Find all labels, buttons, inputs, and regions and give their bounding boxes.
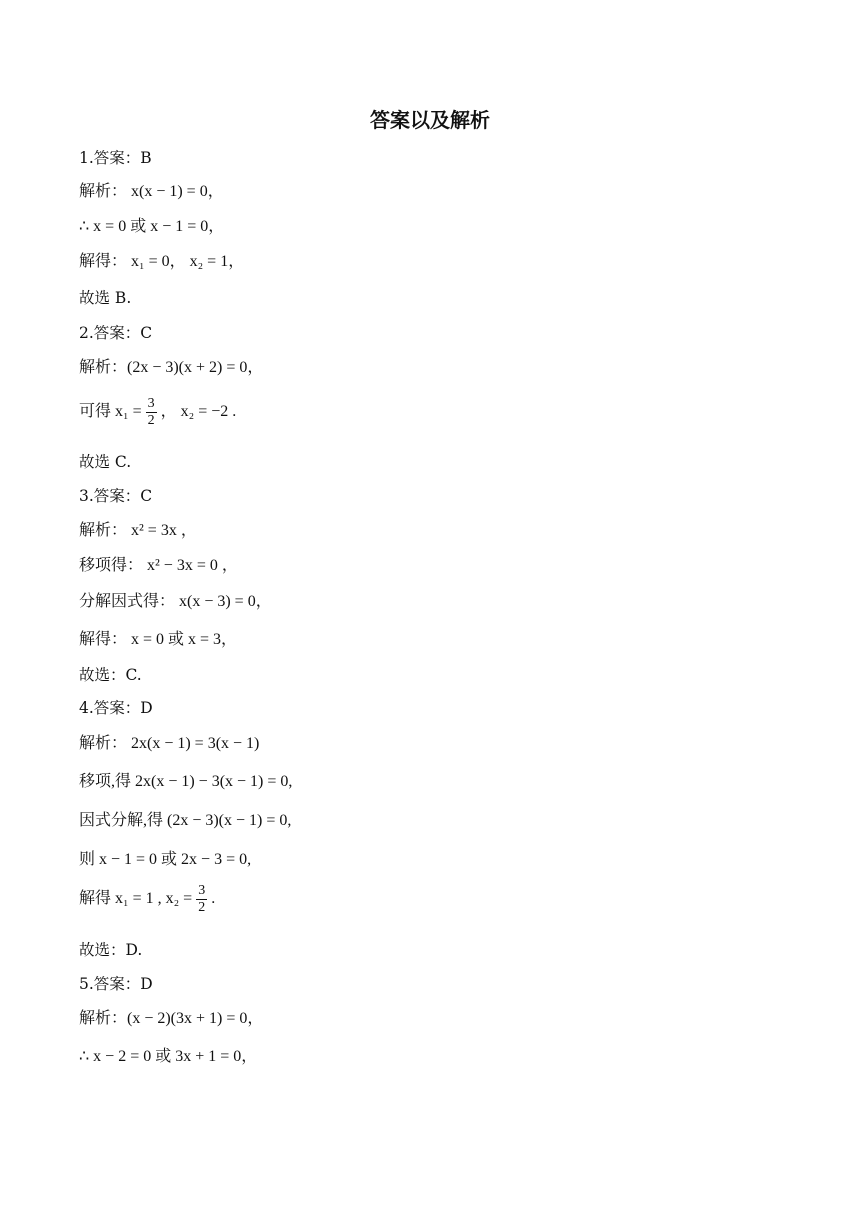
answer-4-heading: 4.答案：D	[79, 699, 153, 717]
answer-4-solution-suffix: .	[211, 890, 216, 908]
answer-3-choice: 故选：C.	[79, 666, 142, 684]
page-title: 答案以及解析	[370, 108, 490, 132]
answer-3-step-2: 分解因式得： x(x − 3) = 0，	[79, 593, 272, 610]
answer-2-solution-prefix: 可得 x₁ =	[79, 403, 142, 421]
answer-2-analysis: 解析：(2x − 3)(x + 2) = 0，	[79, 359, 264, 376]
fraction-numerator: 3	[198, 883, 206, 898]
answer-1-solution: 解得： x₁ = 0， x₂ = 1，	[79, 253, 245, 270]
answer-4-solution	[79, 883, 215, 916]
answer-4-choice: 故选：D.	[79, 941, 143, 959]
answer-2-solution-suffix: ， x₂ = −2 .	[160, 403, 237, 421]
fraction-denominator: 2	[198, 900, 206, 915]
answer-5-heading: 5.答案：D	[79, 975, 153, 993]
fraction-numerator: 3	[147, 396, 155, 411]
answer-5-analysis: 解析：(x − 2)(3x + 1) = 0，	[79, 1010, 264, 1027]
answer-1-step: ∴ x = 0 或 x − 1 = 0，	[79, 218, 225, 235]
answer-4-step-3: 则 x − 1 = 0 或 2x − 3 = 0,	[79, 851, 252, 868]
answer-1-choice: 故选 B.	[79, 289, 132, 307]
answer-1-heading: 1.答案：B	[79, 149, 152, 167]
answer-5-step: ∴ x − 2 = 0 或 3x + 1 = 0，	[79, 1048, 258, 1065]
fraction-denominator: 2	[147, 413, 155, 428]
answer-2-heading: 2.答案：C	[79, 324, 153, 342]
answer-4-step-1: 移项,得 2x(x − 1) − 3(x − 1) = 0,	[79, 773, 293, 790]
answer-3-analysis: 解析： x² = 3x ，	[79, 522, 197, 539]
fraction	[196, 883, 207, 916]
answer-4-solution-prefix: 解得 x₁ = 1 , x₂ =	[79, 890, 193, 908]
answer-2-solution	[79, 396, 236, 429]
answer-4-step-2: 因式分解,得 (2x − 3)(x − 1) = 0,	[79, 812, 292, 829]
fraction	[146, 396, 157, 429]
answer-4-analysis: 解析： 2x(x − 1) = 3(x − 1)	[79, 735, 260, 752]
answer-1-analysis: 解析： x(x − 1) = 0，	[79, 183, 224, 200]
answer-3-step-1: 移项得： x² − 3x = 0 ，	[79, 557, 238, 574]
answer-2-choice: 故选 C.	[79, 453, 132, 471]
answer-3-heading: 3.答案：C	[79, 487, 153, 505]
answer-3-solution: 解得： x = 0 或 x = 3，	[79, 631, 238, 648]
